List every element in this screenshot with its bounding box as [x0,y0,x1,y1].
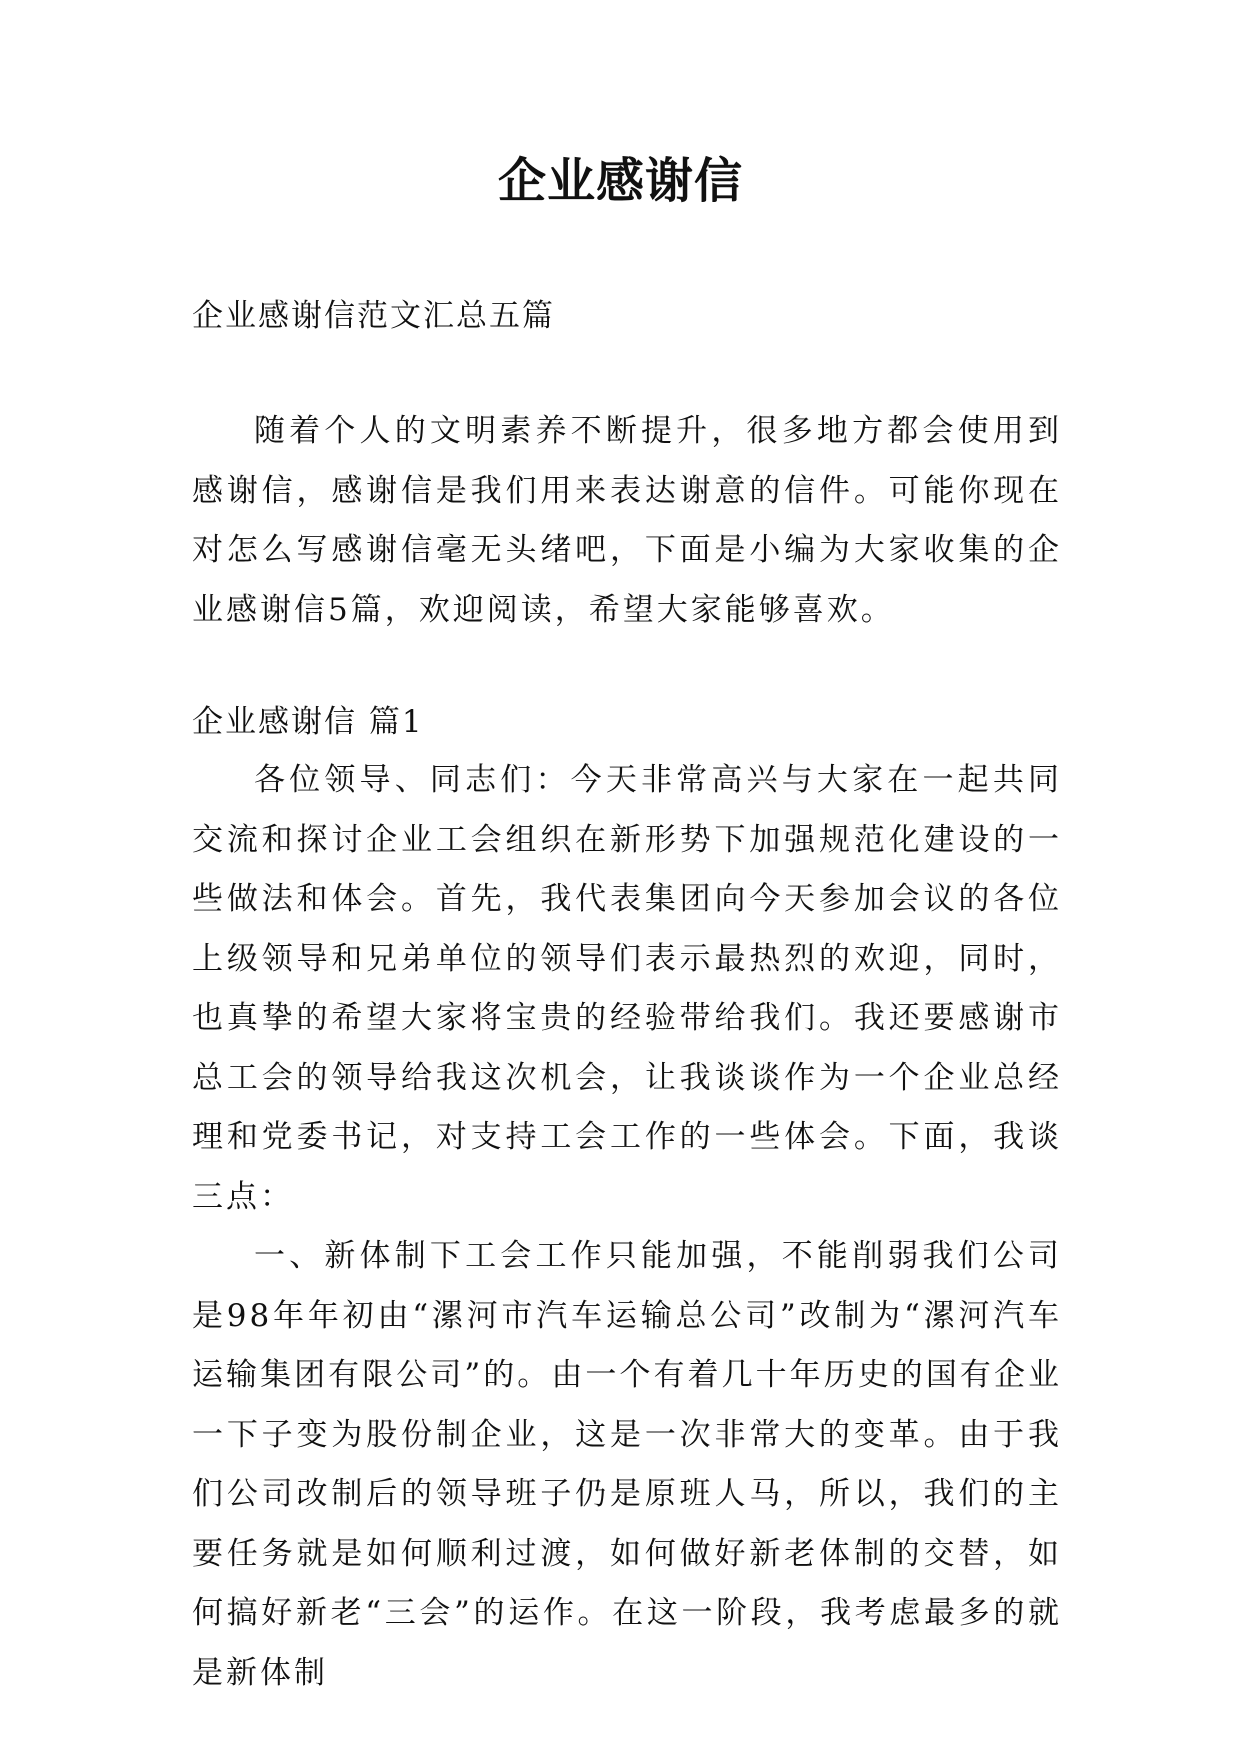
body-paragraph: 一、新体制下工会工作只能加强，不能削弱我们公司是98年年初由“漯河市汽车运输总公司”改制为“漯河汽车运输集团有限公司”的。由一个有着几十年历史的国有企业一下子变为股份制企业，这是一次非常大的变革。由于我们公司改制后的领导班子仍是原班人马，所以，我们的主要任务就是如何顺利过渡，如何做好新老体制的交替，如何搞好新老“三会”的运作。在这一阶段，我考虑最多的就是新体制 [192,1238,1062,1691]
intro-block [192,402,1062,640]
body-paragraph: 各位领导、同志们：今天非常高兴与大家在一起共同交流和探讨企业工会组织在新形势下加强规范化建设的一些做法和体会。首先，我代表集团向今天参加会议的各位上级领导和兄弟单位的领导们表示最热烈的欢迎，同时，也真挚的希望大家将宝贵的经验带给我们。我还要感谢市总工会的领导给我这次机会，让我谈谈作为一个企业总经理和党委书记，对支持工会工作的一些体会。下面，我谈三点： [192,762,1062,1215]
document-subtitle: 企业感谢信范文汇总五篇 [192,298,555,334]
section-heading: 企业感谢信 篇1 [192,704,424,740]
section-body [192,751,1062,1703]
intro-paragraph: 随着个人的文明素养不断提升，很多地方都会使用到感谢信，感谢信是我们用来表达谢意的信件。可能你现在对怎么写感谢信毫无头绪吧，下面是小编为大家收集的企业感谢信5篇，欢迎阅读，希望大家能够喜欢。 [192,413,1062,628]
document-title: 企业感谢信 [497,153,743,209]
